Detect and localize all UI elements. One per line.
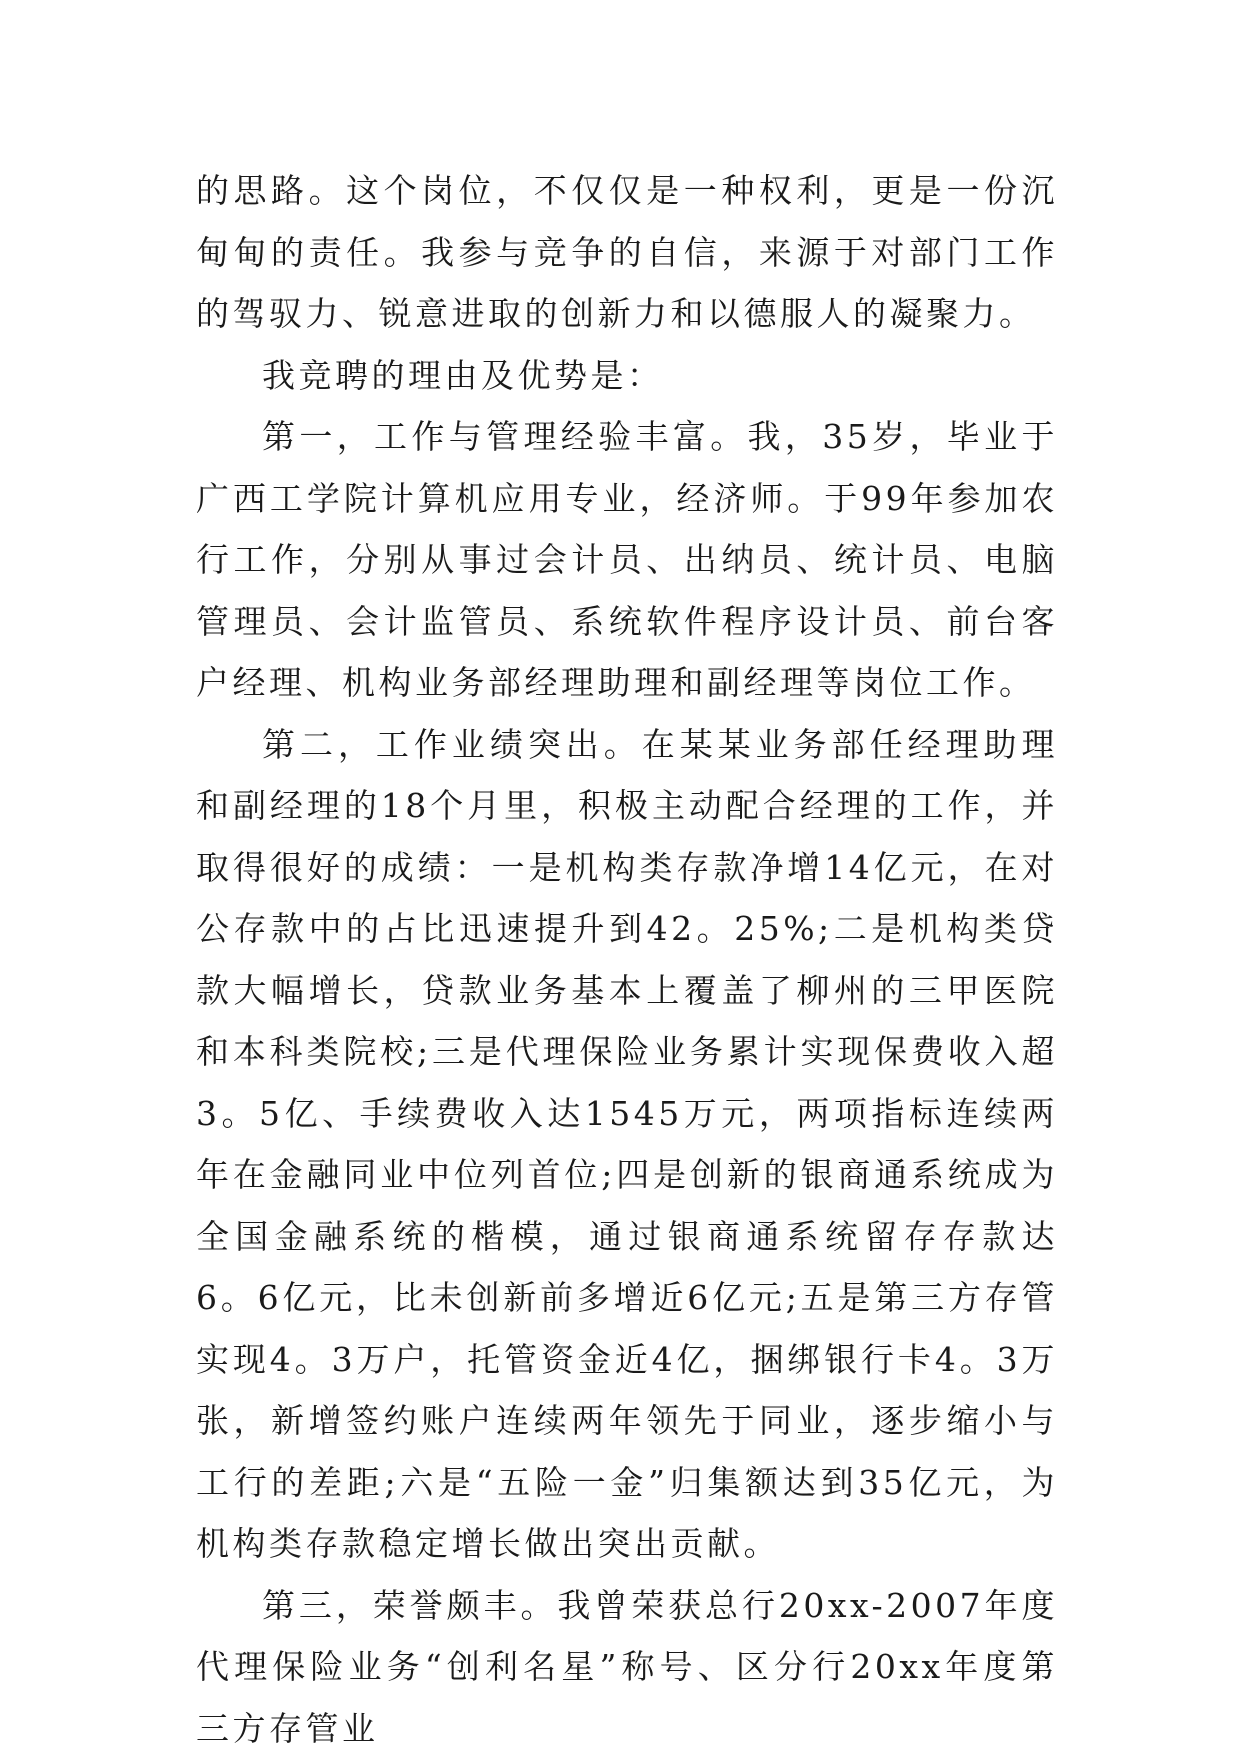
paragraph-reasons-intro: 我竞聘的理由及优势是： xyxy=(196,345,1058,407)
document-body xyxy=(196,160,1058,1759)
paragraph-honors: 第三，荣誉颇丰。我曾荣获总行20xx-2007年度代理保险业务“创利名星”称号、区分行20xx年度第三方存管业 xyxy=(196,1575,1058,1759)
paragraph-performance: 第二，工作业绩突出。在某某业务部任经理助理和副经理的18个月里，积极主动配合经理的工作，并取得很好的成绩：一是机构类存款净增14亿元，在对公存款中的占比迅速提升到42。25%;二是机构类贷款大幅增长，贷款业务基本上覆盖了柳州的三甲医院和本科类院校;三是代理保险业务累计实现保费收入超3。5亿、手续费收入达1545万元，两项指标连续两年在金融同业中位列首位;四是创新的银商通系统成为全国金融系统的楷模，通过银商通系统留存存款达6。6亿元，比未创新前多增近6亿元;五是第三方存管实现4。3万户，托管资金近4亿，捆绑银行卡4。3万张，新增签约账户连续两年领先于同业，逐步缩小与工行的差距;六是“五险一金”归集额达到35亿元，为机构类存款稳定增长做出突出贡献。 xyxy=(196,714,1058,1575)
paragraph-experience: 第一，工作与管理经验丰富。我，35岁，毕业于广西工学院计算机应用专业，经济师。于99年参加农行工作，分别从事过会计员、出纳员、统计员、电脑管理员、会计监管员、系统软件程序设计员、前台客户经理、机构业务部经理助理和副经理等岗位工作。 xyxy=(196,406,1058,714)
paragraph-continuation: 的思路。这个岗位，不仅仅是一种权利，更是一份沉甸甸的责任。我参与竞争的自信，来源于对部门工作的驾驭力、锐意进取的创新力和以德服人的凝聚力。 xyxy=(196,160,1058,345)
